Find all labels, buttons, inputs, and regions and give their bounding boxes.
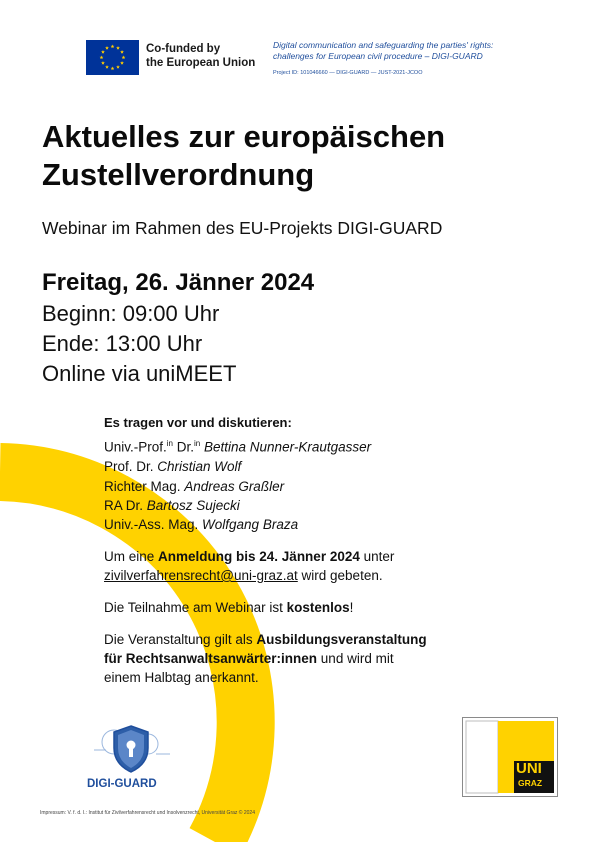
eu-star <box>116 65 120 69</box>
speakers-heading: Es tragen vor und diskutieren: <box>104 415 292 430</box>
speaker-1-name: Bettina Nunner-Krautgasser <box>204 439 372 455</box>
digi-guard-logo <box>86 720 176 792</box>
eu-star <box>116 46 120 50</box>
eu-star <box>120 61 124 65</box>
eu-star <box>111 67 115 71</box>
speaker-1 <box>104 439 371 455</box>
fee-paragraph <box>104 598 544 617</box>
fee-post: ! <box>349 600 354 615</box>
uni-label: UNI <box>516 760 542 777</box>
eu-star <box>111 45 115 49</box>
title-line-2: Zustellverordnung <box>42 157 315 192</box>
speaker-5-title: Univ.-Ass. Mag. <box>104 517 203 532</box>
graz-label: GRAZ <box>518 778 543 788</box>
eu-cofunded-label <box>146 42 255 70</box>
training-post: und wird mit <box>317 651 394 666</box>
uni-graz-logo <box>462 717 558 797</box>
fee-free: kostenlos <box>286 600 350 615</box>
project-title-line-2: challenges for European civil procedure – DIGI-GUARD <box>273 51 483 61</box>
subtitle: Webinar im Rahmen des EU-Projekts DIGI-GUARD <box>42 218 443 238</box>
speaker-3-name: Andreas Graßler <box>184 479 285 494</box>
speaker-1-title-b: Dr. <box>173 439 195 455</box>
event-date: Freitag, 26. Jänner 2024 <box>42 269 315 296</box>
eu-star <box>101 50 105 54</box>
speaker-2-name: Christian Wolf <box>157 459 242 474</box>
speaker-5-name: Wolfgang Braza <box>202 517 299 532</box>
training-pre: Die Veranstaltung gilt als <box>104 632 257 647</box>
uni-graz-logo-mark <box>462 717 558 797</box>
eu-line-2: the European Union <box>146 57 256 69</box>
registration-paragraph <box>104 547 544 585</box>
speaker-3-title: Richter Mag. <box>104 479 185 494</box>
training-bold-2: für Rechtsanwaltsanwärter:innen <box>104 651 318 666</box>
registration-deadline: Anmeldung bis 24. Jänner 2024 <box>158 549 360 564</box>
speaker-5 <box>104 517 298 532</box>
project-title <box>273 40 563 62</box>
speaker-1-title-a: Univ.-Prof. <box>104 439 167 455</box>
speaker-2-title: Prof. Dr. <box>104 459 158 474</box>
eu-star <box>100 56 104 60</box>
speaker-4-name: Bartosz Sujecki <box>146 498 240 513</box>
speaker-1-sup-a: in <box>166 439 173 448</box>
imprint: Impressum: V. f. d. I.: Institut für Zivilverfahrensrecht und Insolvenzrecht, Universität Graz © 2024 <box>40 810 255 816</box>
project-id: Project ID: 101046660 — DIGI-GUARD — JUST-2021-JCOO <box>273 70 423 76</box>
registration-post: unter <box>359 549 395 564</box>
eu-star <box>105 46 109 50</box>
project-title-line-1: Digital communication and safeguarding the parties' rights: <box>273 40 494 50</box>
eu-star <box>101 61 105 65</box>
training-line-3: einem Halbtag anerkannt. <box>104 670 259 685</box>
eu-line-1: Co-funded by <box>146 43 221 55</box>
digi-guard-label: DIGI-GUARD <box>87 778 157 790</box>
title-line-1: Aktuelles zur europäischen <box>42 119 446 154</box>
event-location: Online via uniMEET <box>42 361 237 386</box>
registration-pre: Um eine <box>104 549 159 564</box>
registration-tail: wird gebeten. <box>297 568 383 583</box>
training-paragraph <box>104 630 544 687</box>
eu-star <box>120 50 124 54</box>
eu-star <box>105 65 109 69</box>
speaker-2 <box>104 459 241 474</box>
speaker-1-sup-b: in <box>194 439 201 448</box>
training-bold-1: Ausbildungsveranstaltung <box>256 632 427 647</box>
page-title <box>42 118 562 194</box>
speaker-4 <box>104 498 240 513</box>
registration-email-link[interactable]: zivilverfahrensrecht@uni-graz.at <box>104 568 298 583</box>
event-begin: Beginn: 09:00 Uhr <box>42 301 220 326</box>
eu-stars <box>86 40 139 75</box>
eu-star <box>122 56 126 60</box>
speaker-4-title: RA Dr. <box>104 498 147 513</box>
speaker-3 <box>104 479 284 494</box>
shield-lock-icon <box>86 720 176 775</box>
eu-flag-icon <box>86 40 139 75</box>
fee-pre: Die Teilnahme am Webinar ist <box>104 600 287 615</box>
event-end: Ende: 13:00 Uhr <box>42 331 203 356</box>
